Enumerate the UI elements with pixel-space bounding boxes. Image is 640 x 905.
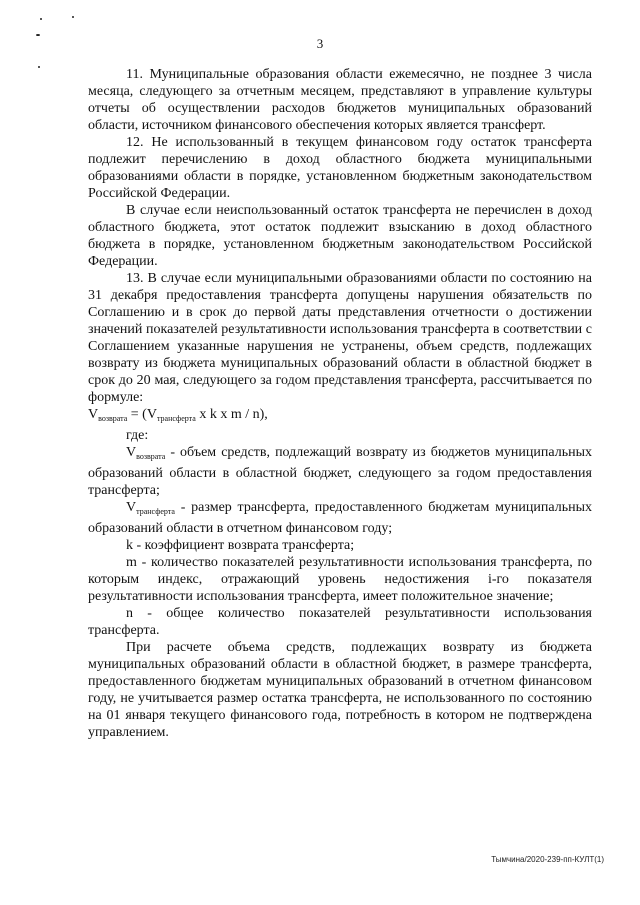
scan-speck <box>72 16 74 18</box>
scan-speck <box>40 18 42 20</box>
paragraph-final: При расчете объема средств, подлежащих возврату из бюджета муниципальных образований области в областной бюджет, в размере трансферта, предоставленного бюджетам муниципальных образований в отчетном финансовом году, не учитывается размер остатка трансферта, не использованного по состоянию на 01 января текущего финансового года, потребность в котором не подтверждена управлением. <box>88 640 592 740</box>
definition-v-return: $V_{возврата}$ - объем средств, подлежащий возврату из бюджетов муниципальных образований области в областной бюджет, следующего за годом предоставления трансферта; <box>88 445 592 498</box>
paragraph-12: 12. Не использованный в текущем финансовом году остаток трансферта подлежит перечислению в доход областного бюджета муниципальными образованиями области в порядке, установленном бюджетным законодательством Российской Федерации. <box>88 135 592 201</box>
document-body <box>88 66 592 741</box>
page-number: 3 <box>316 36 324 51</box>
scan-speck <box>38 66 40 68</box>
document-footer: Тымчина/2020-239-пп-КУЛТ(1) <box>491 855 604 864</box>
definition-m: m - количество показателей результативности использования трансферта, по которым индекс, отражающий уровень недостижения i-го показателя результативности использования трансферта, имеет положительное значение; <box>88 555 592 604</box>
paragraph-12-continued: В случае если неиспользованный остаток трансферта не перечислен в доход областного бюджета, этот остаток подлежит взысканию в доход областного бюджета в порядке, установленном бюджетным законодательством Российской Федерации. <box>88 203 592 269</box>
definition-v-transfer: $V_{трансферта}$ - размер трансферта, предоставленного бюджетам муниципальных образований области в отчетном финансовом году; <box>88 500 592 536</box>
paragraph-13: 13. В случае если муниципальными образованиями области по состоянию на 31 декабря предоставления трансферта допущены нарушения обязательств по Соглашению и в срок до первой даты представления отчетности о достижении значений показателей результативности использования трансферта в соответствии с Соглашением указанные нарушения не устранены, объем средств, подлежащих возврату из бюджета муниципальных образований области в областной бюджет в срок до 20 мая, следующего за годом представления трансферта, рассчитывается по формуле: <box>88 271 592 405</box>
definition-n: n - общее количество показателей результативности использования трансферта. <box>88 606 592 638</box>
where-label: где: <box>126 428 149 443</box>
definition-k: k - коэффициент возврата трансферта; <box>126 538 355 553</box>
formula: $V_{возврата} = (V_{трансферта}$ x k x m / n), <box>88 407 268 423</box>
paragraph-11: 11. Муниципальные образования области ежемесячно, не позднее 3 числа месяца, следующего за отчетным месяцем, представляют в управление культуры отчеты об осуществлении расходов бюджетов муниципальных образований области, источником финансового обеспечения которых является трансферт. <box>88 67 592 133</box>
